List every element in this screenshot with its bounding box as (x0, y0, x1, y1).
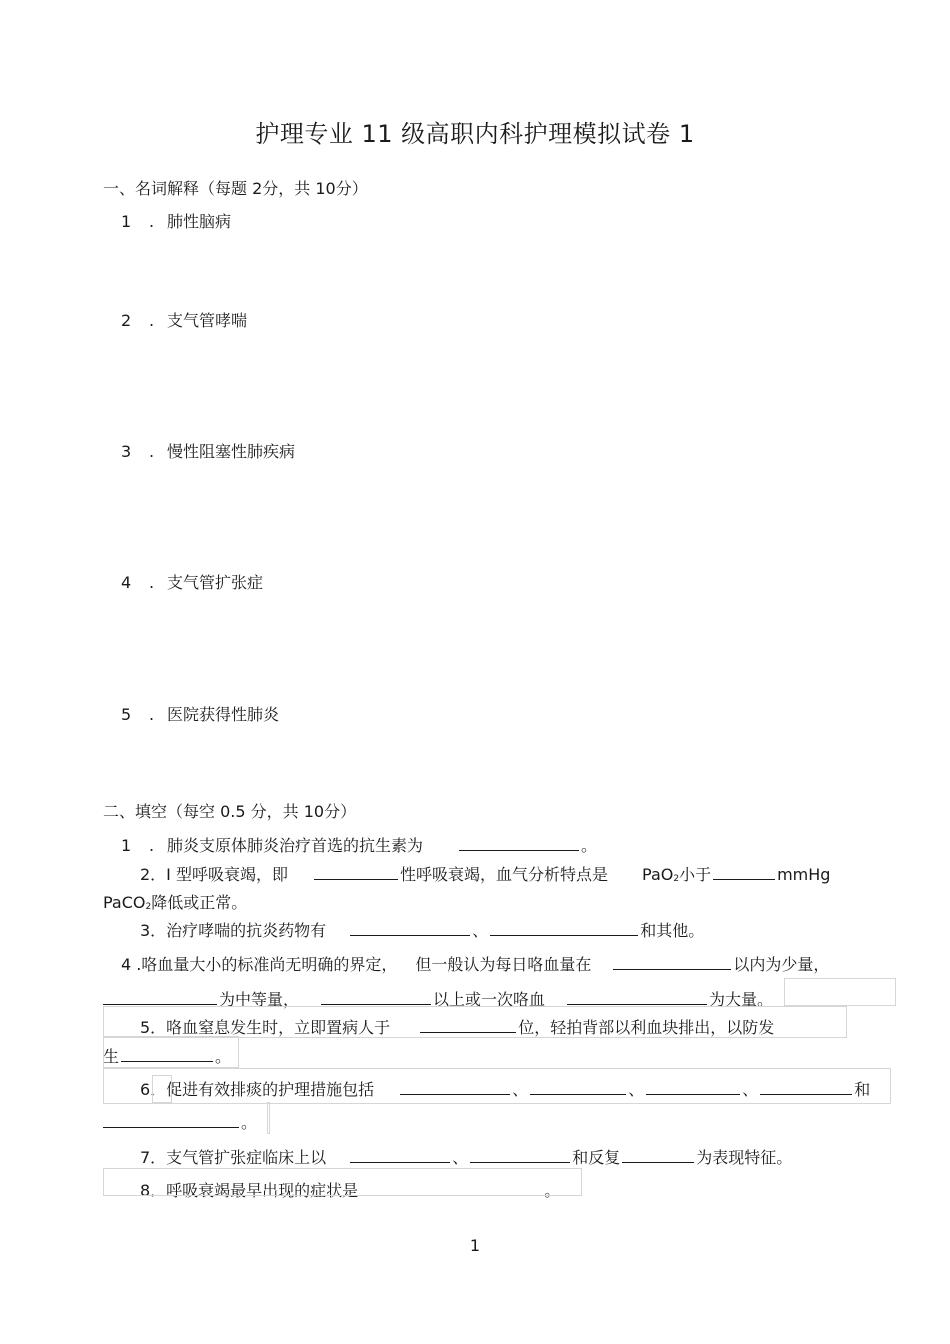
term-dot: . (149, 573, 155, 592)
answer-blank[interactable] (530, 1078, 626, 1095)
fill-question-4 (121, 952, 829, 975)
subscript: 2 (145, 902, 152, 912)
term-dot: . (149, 212, 155, 231)
question-text: 为大量。 (709, 990, 774, 1009)
question-end: 为表现特征。 (696, 1148, 793, 1167)
question-end: 。 (544, 1181, 561, 1200)
answer-blank[interactable] (103, 988, 217, 1005)
subscript: 2 (673, 874, 680, 884)
term-number: 1 (121, 212, 132, 231)
answer-blank[interactable] (314, 863, 398, 880)
answer-blank[interactable] (400, 1078, 510, 1095)
question-text: 位，轻拍背部以利血块排出，以防发 (518, 1018, 775, 1037)
fill-question-1 (121, 833, 597, 856)
question-text: 性呼吸衰竭，血气分析特点是 (400, 865, 609, 884)
question-text: 5．咯血窒息发生时，立即置病人于 (140, 1018, 391, 1037)
fill-question-5 (140, 1015, 774, 1038)
unit-label: mmHg (777, 865, 831, 884)
question-text: 和 (854, 1080, 871, 1099)
fill-question-2-line-2 (103, 890, 247, 913)
question-text: 以上或一次咯血 (433, 990, 546, 1009)
term-item (121, 702, 279, 725)
answer-blank[interactable] (470, 1146, 570, 1163)
question-end: 。 (215, 1047, 232, 1066)
answer-blank[interactable] (646, 1078, 740, 1095)
term-text: 医院获得性肺炎 (167, 705, 280, 724)
separator: 、 (628, 1080, 645, 1099)
pao2-label: PaO (642, 865, 674, 884)
answer-blank[interactable] (420, 1016, 516, 1033)
question-text: 3．治疗哮喘的抗炎药物有 (140, 921, 327, 940)
question-text: 6．促进有效排痰的护理措施包括 (140, 1080, 375, 1099)
question-text: 降低或正常。 (151, 893, 248, 912)
term-text: 肺性脑病 (167, 212, 232, 231)
question-text: 为中等量， (219, 990, 300, 1009)
section-1-heading: 一、名词解释（每题 2分，共 10分） (103, 179, 368, 198)
term-number: 4 (121, 573, 132, 592)
fill-question-2 (140, 862, 830, 885)
page-number: 1 (469, 1236, 481, 1255)
term-item (121, 308, 247, 331)
question-end: 。 (581, 836, 598, 855)
question-text: 肺炎支原体肺炎治疗首选的抗生素为 (167, 836, 424, 855)
fill-question-8 (140, 1178, 560, 1201)
scan-frame (784, 978, 896, 1006)
question-text: 但一般认为每日咯血量在 (415, 955, 592, 974)
term-number: 2 (121, 311, 132, 330)
question-text: 小于 (679, 865, 712, 884)
term-item (121, 209, 231, 232)
fill-question-6-line-2 (103, 1110, 257, 1133)
answer-blank[interactable] (622, 1146, 694, 1163)
term-dot: . (149, 311, 155, 330)
fill-question-6 (140, 1077, 870, 1100)
question-number: 1 (121, 836, 132, 855)
answer-blank[interactable] (760, 1078, 852, 1095)
term-dot: . (149, 442, 155, 461)
answer-blank[interactable] (321, 988, 431, 1005)
exam-title: 护理专业 11 级高职内科护理模拟试卷 1 (255, 120, 695, 148)
answer-blank[interactable] (350, 919, 470, 936)
separator: 、 (472, 921, 489, 940)
section-2-heading: 二、填空（每空 0.5 分，共 10分） (103, 802, 357, 821)
answer-blank[interactable] (459, 834, 579, 851)
fill-question-4-line-2 (103, 987, 773, 1010)
term-item (121, 439, 295, 462)
question-text: 以内为少量， (733, 955, 830, 974)
answer-blank[interactable] (567, 988, 707, 1005)
term-text: 支气管扩张症 (167, 573, 264, 592)
answer-blank[interactable] (490, 919, 638, 936)
term-text: 支气管哮喘 (167, 311, 248, 330)
term-item (121, 570, 263, 593)
answer-blank[interactable] (386, 1179, 542, 1196)
question-text: 7．支气管扩张症临床上以 (140, 1148, 327, 1167)
separator: 、 (742, 1080, 759, 1099)
question-text: 和反复 (572, 1148, 621, 1167)
question-end: 。 (241, 1113, 258, 1132)
term-number: 5 (121, 705, 132, 724)
question-end: 和其他。 (640, 921, 705, 940)
question-text: 4 .咯血量大小的标准尚无明确的界定， (121, 955, 398, 974)
answer-blank[interactable] (350, 1146, 450, 1163)
answer-blank[interactable] (121, 1045, 213, 1062)
separator: 、 (452, 1148, 469, 1167)
answer-blank[interactable] (613, 953, 731, 970)
fill-question-7 (140, 1145, 792, 1168)
answer-blank[interactable] (713, 863, 775, 880)
fill-question-3 (140, 918, 704, 941)
question-dot: . (149, 836, 155, 855)
term-dot: . (149, 705, 155, 724)
term-number: 3 (121, 442, 132, 461)
question-text: 生 (103, 1047, 120, 1066)
question-text: 8．呼吸衰竭最早出现的症状是 (140, 1181, 359, 1200)
fill-question-5-line-2 (103, 1044, 231, 1067)
term-text: 慢性阻塞性肺疾病 (167, 442, 296, 461)
scan-frame (267, 1102, 270, 1134)
answer-blank[interactable] (103, 1111, 239, 1128)
separator: 、 (512, 1080, 529, 1099)
paco2-label: PaCO (103, 893, 146, 912)
question-text: 2．I 型呼吸衰竭，即 (140, 865, 288, 884)
